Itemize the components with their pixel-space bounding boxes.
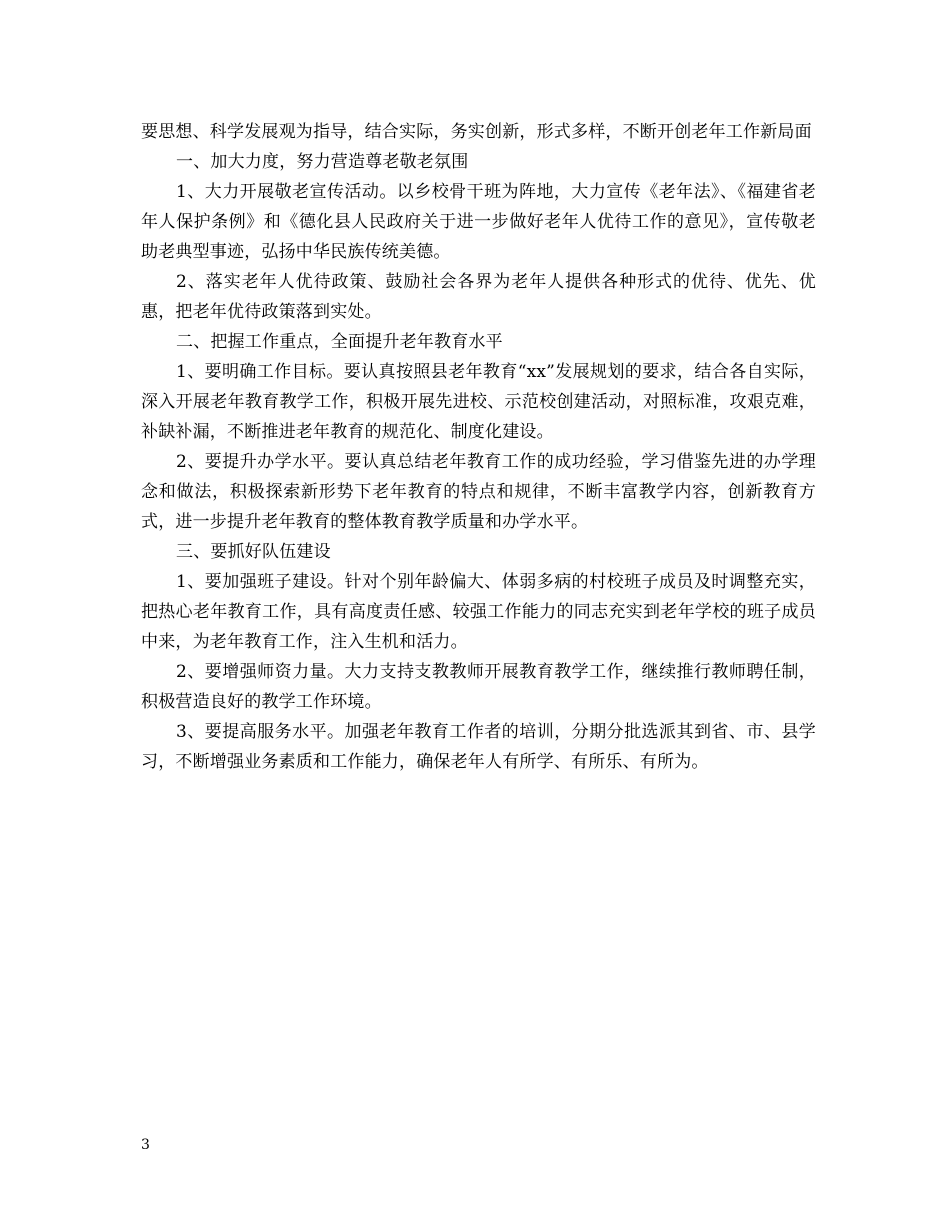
- page-number: 3: [141, 1137, 150, 1153]
- paragraph-3-1: 1、要加强班子建设。针对个别年龄偏大、体弱多病的村校班子成员及时调整充实，把热心老年教育工作，具有高度责任感、较强工作能力的同志充实到老年学校的班子成员中来，为老年教育工作，注入生机和活力。: [141, 572, 816, 652]
- heading-section-2: 二、把握工作重点，全面提升老年教育水平: [176, 332, 503, 352]
- heading-section-3: 三、要抓好队伍建设: [176, 542, 331, 562]
- paragraph-1-1: 1、大力开展敬老宣传活动。以乡校骨干班为阵地，大力宣传《老年法》、《福建省老年人保护条例》和《德化县人民政府关于进一步做好老年人优待工作的意见》，宣传敬老助老典型事迹，弘扬中华民族传统美德。: [141, 182, 816, 262]
- paragraph-3-3: 3、要提高服务水平。加强老年教育工作者的培训，分期分批选派其到省、市、县学习，不断增强业务素质和工作能力，确保老年人有所学、有所乐、有所为。: [141, 722, 816, 772]
- paragraph-2-1: 1、要明确工作目标。要认真按照县老年教育“xx”发展规划的要求，结合各自实际，深入开展老年教育教学工作，积极开展先进校、示范校创建活动，对照标准，攻艰克难，补缺补漏，不断推进老年教育的规范化、制度化建设。: [141, 362, 816, 442]
- paragraph-1-2: 2、落实老年人优待政策、鼓励社会各界为老年人提供各种形式的优待、优先、优惠，把老年优待政策落到实处。: [141, 272, 816, 322]
- paragraph-1: 要思想、科学发展观为指导，结合实际，务实创新，形式多样，不断开创老年工作新局面: [141, 122, 812, 142]
- document-body: [141, 117, 816, 777]
- paragraph-3-2: 2、要增强师资力量。大力支持支教教师开展教育教学工作，继续推行教师聘任制，积极营造良好的教学工作环境。: [141, 662, 816, 712]
- heading-section-1: 一、加大力度，努力营造尊老敬老氛围: [176, 152, 469, 172]
- paragraph-2-2: 2、要提升办学水平。要认真总结老年教育工作的成功经验，学习借鉴先进的办学理念和做法，积极探索新形势下老年教育的特点和规律，不断丰富教学内容，创新教育方式，进一步提升老年教育的整体教育教学质量和办学水平。: [141, 452, 816, 532]
